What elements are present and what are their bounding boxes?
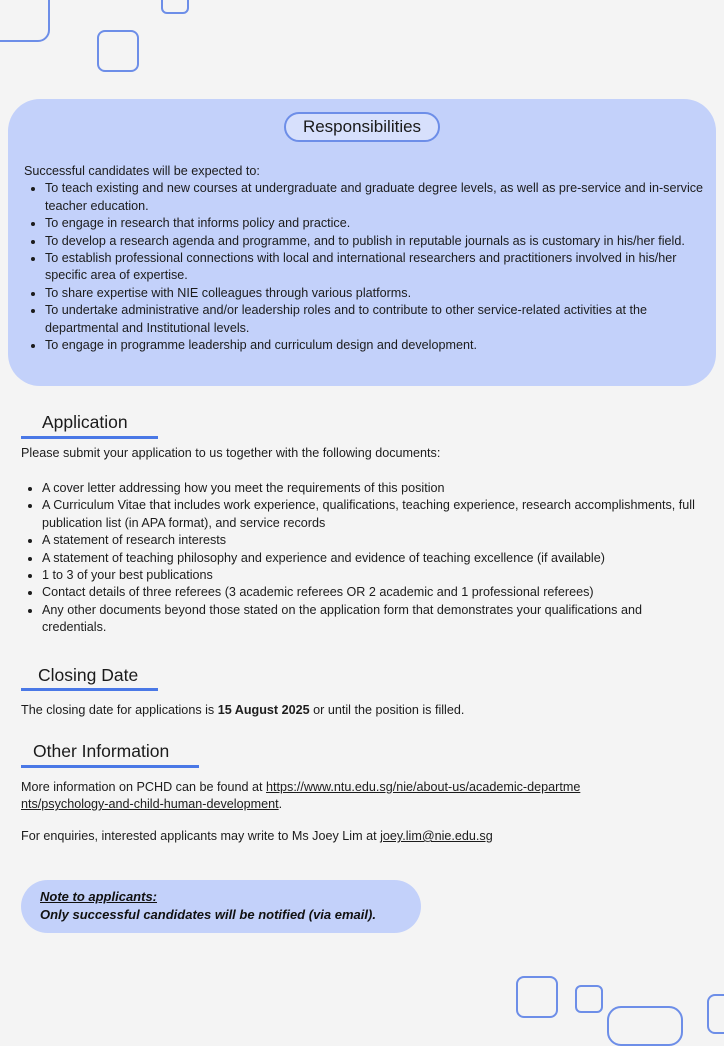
closing-heading: Closing Date (38, 665, 139, 685)
more-info-suffix: . (278, 797, 283, 812)
application-list (21, 480, 701, 637)
closing-text-after: or until the position is filled. (309, 703, 465, 717)
responsibilities-heading: Responsibilities (284, 112, 440, 142)
responsibility-item: • To engage in programme leadership and curriculum design and development. (45, 337, 704, 354)
application-document-item: • 1 to 3 of your best publications (42, 567, 701, 584)
application-document-item: • A cover letter addressing how you meet the requirements of this position (42, 480, 701, 497)
more-info-text (21, 779, 581, 814)
application-documents (21, 480, 701, 637)
decor-square-bottom-3 (607, 1006, 683, 1046)
responsibility-item: • To engage in research that informs policy and practice. (45, 215, 704, 232)
responsibility-item: • To teach existing and new courses at undergraduate and graduate degree levels, as well as pre-service and in-service teacher education. (45, 180, 704, 215)
closing-date: 15 August 2025 (217, 703, 310, 717)
pchd-link[interactable]: https://www.ntu.edu.sg/nie/about-us/academic-departments/psychology-and-child-human-development (21, 780, 581, 812)
application-document-item: • A Curriculum Vitae that includes work experience, qualifications, teaching experience, research accomplishments, full publication list (in APA format), and service records (42, 497, 701, 532)
other-heading: Other Information (33, 741, 170, 761)
decor-square-top-medium (97, 30, 139, 72)
application-document-item: • Contact details of three referees (3 academic referees OR 2 academic and 1 professional referees) (42, 584, 701, 601)
enquiries-prefix: For enquiries, interested applicants may write to Ms Joey Lim at (21, 829, 381, 843)
more-info-prefix: More information on PCHD can be found at (21, 780, 267, 794)
application-document-item: • Any other documents beyond those stated on the application form that demonstrates your qualifications and credentials. (42, 602, 701, 637)
note-text: Only successful candidates will be notified (via email). (40, 907, 376, 922)
application-document-item: • A statement of teaching philosophy and experience and evidence of teaching excellence (if available) (42, 550, 701, 567)
responsibilities-body (24, 163, 704, 354)
responsibility-item: • To share expertise with NIE colleagues through various platforms. (45, 285, 704, 302)
application-intro: Please submit your application to us together with the following documents: (21, 446, 441, 460)
closing-text-before: The closing date for applications is (21, 703, 218, 717)
note-title: Note to applicants: (40, 889, 158, 904)
responsibilities-list (24, 180, 704, 354)
other-underline (21, 765, 199, 768)
note-body (40, 888, 376, 924)
closing-underline (21, 688, 158, 691)
application-document-item: • A statement of research interests (42, 532, 701, 549)
decor-square-bottom-1 (516, 976, 558, 1018)
responsibility-item: • To develop a research agenda and programme, and to publish in reputable journals as is customary in his/her field. (45, 233, 704, 250)
application-underline (21, 436, 158, 439)
responsibility-item: • To undertake administrative and/or leadership roles and to contribute to other service-related activities at the departmental and Institutional levels. (45, 302, 704, 337)
responsibility-item: • To establish professional connections with local and international researchers and practitioners involved in his/her specific area of expertise. (45, 250, 704, 285)
responsibilities-intro: Successful candidates will be expected to: (24, 164, 260, 178)
decor-square-bottom-4 (707, 994, 724, 1034)
decor-square-top-left (0, 0, 50, 42)
application-heading: Application (42, 412, 128, 432)
decor-square-top-small (161, 0, 189, 14)
decor-square-bottom-2 (575, 985, 603, 1013)
closing-text (21, 702, 701, 719)
email-link[interactable]: joey.lim@nie.edu.sg (380, 829, 493, 843)
enquiries-text (21, 828, 701, 845)
